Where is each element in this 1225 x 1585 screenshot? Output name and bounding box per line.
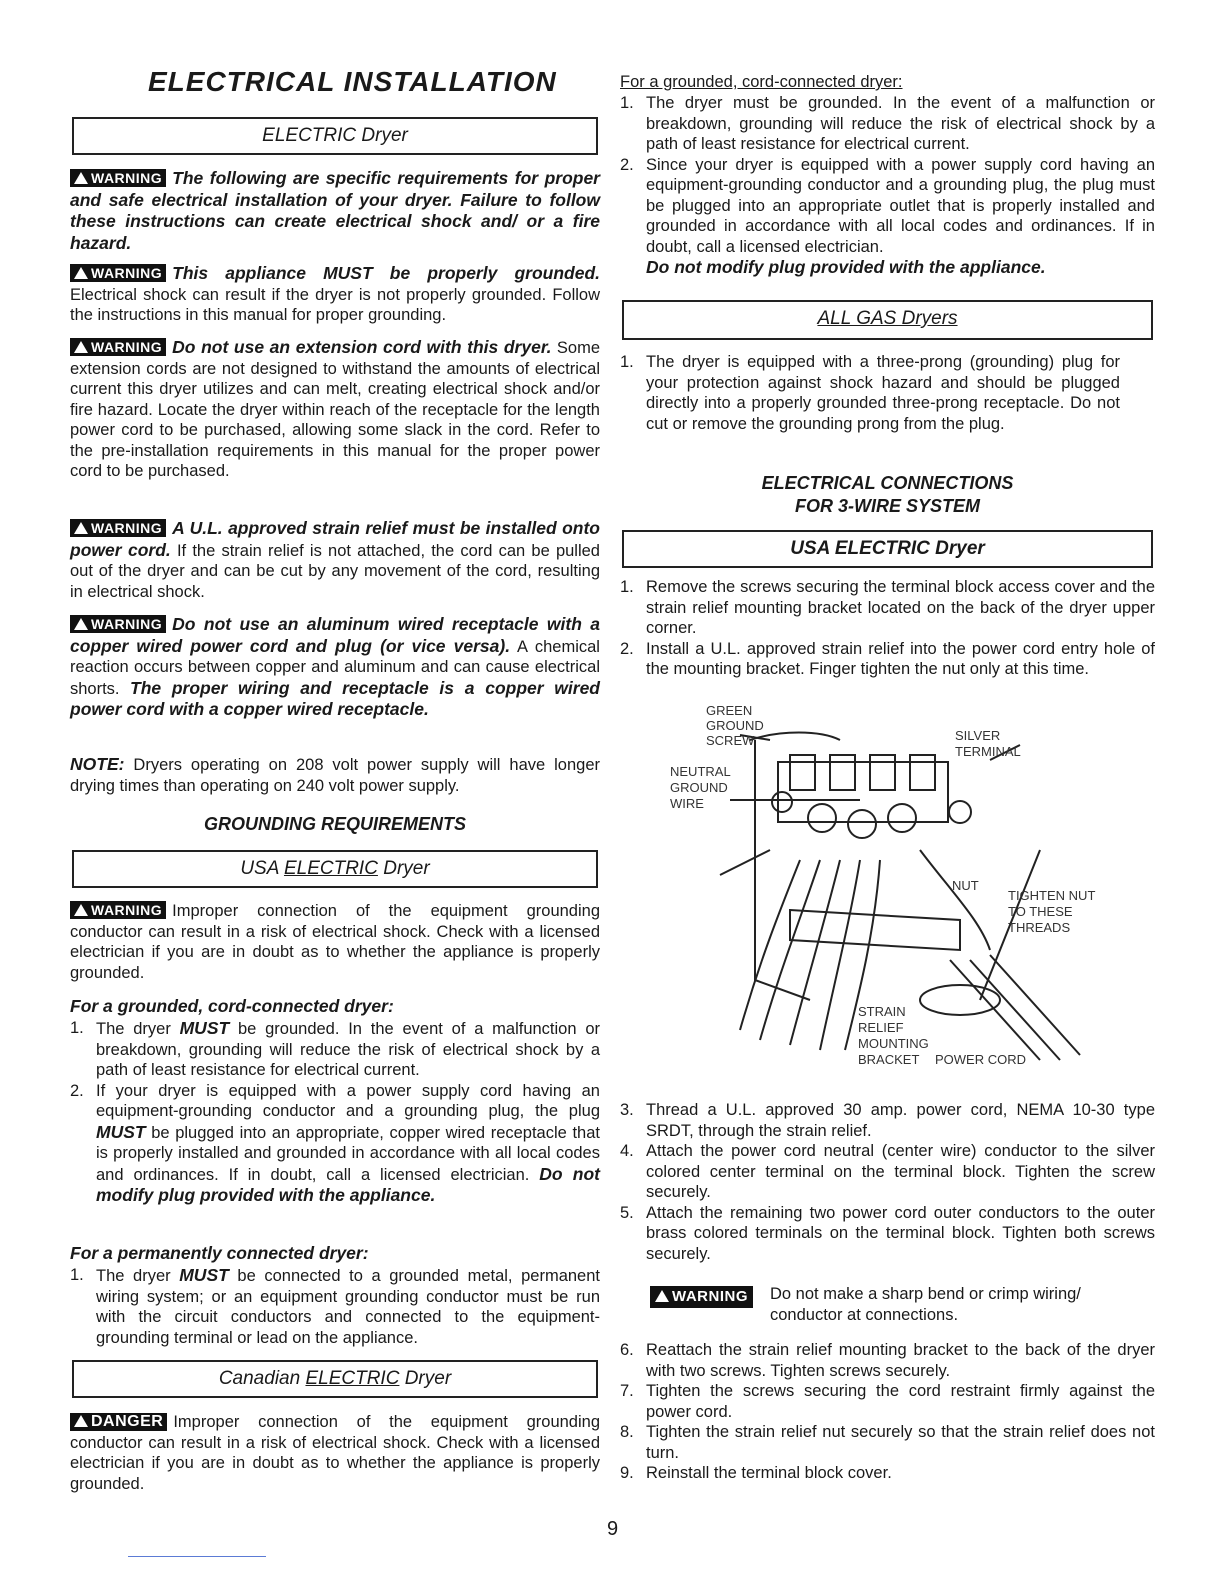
label-terminal: TERMINAL — [955, 744, 1021, 759]
connections-heading-1: ELECTRICAL CONNECTIONS — [761, 473, 1014, 493]
terminal-screw-left — [808, 804, 836, 832]
steps-list-c — [620, 1340, 1155, 1484]
cord-connected-heading-right: For a grounded, cord-connected dryer: — [620, 73, 903, 91]
label-screw: SCREW — [706, 733, 755, 748]
list-item: 7. Tighten the screws securing the cord restraint firmly against the power cord. — [620, 1382, 1155, 1421]
strain-relief-nut — [920, 985, 1000, 1015]
label-ground2: GROUND — [670, 780, 728, 795]
list-item: 4. Attach the power cord neutral (center wire) conductor to the silver colored center terminal on the terminal block. Tighten the screw securely. — [620, 1142, 1155, 1201]
list-item: 1. The dryer MUST be connected to a grounded metal, permanent wiring system; or an equipment grounding conductor must be run with the circuit conductors and connected to the equipment-grounding terminal or lead on the appliance. — [70, 1265, 600, 1347]
warning-sharp-bend-text: Do not make a sharp bend or crimp wiring/ conductor at connections. — [770, 1285, 1081, 1324]
footer-line — [128, 1556, 266, 1557]
warning-triangle-icon — [74, 172, 88, 184]
bracket-outline — [755, 740, 810, 1000]
label-power-cord: POWER CORD — [935, 1052, 1026, 1067]
danger-badge: DANGER — [70, 1413, 167, 1431]
cord-connected-list — [70, 1018, 600, 1207]
wiring-diagram — [660, 700, 1120, 1075]
section-box-electric-dryer: ELECTRIC Dryer — [72, 117, 598, 155]
list-item: 1. Remove the screws securing the terminal block access cover and the strain relief mounting bracket located on the back of the dryer upper corner. — [620, 578, 1155, 637]
section-box-usa-electric: USA ELECTRIC Dryer — [72, 850, 598, 888]
label-bracket: BRACKET — [858, 1052, 920, 1067]
warning-requirements: WARNING The following are specific requirements for proper and safe electrical installation of your dryer. Failure to follow these instructions can create electrical shock and/ or a fire hazard. — [70, 168, 600, 253]
label-tighten-2: TO THESE — [1008, 904, 1073, 919]
grounding-heading: GROUNDING REQUIREMENTS — [203, 814, 466, 834]
list-item: 2. Since your dryer is equipped with a power supply cord having an equipment-grounding conductor and a grounding plug, the plug must be plugged into an appropriate outlet that is properly installed and grounded in accordance with all local codes and ordinances. If in doubt, call a licensed electrician. Do not modify plug provided with the appliance. — [620, 155, 1155, 277]
label-green: GREEN — [706, 703, 753, 718]
steps-list-a — [620, 577, 1155, 680]
page-title: ELECTRICAL INSTALLATION — [148, 66, 557, 97]
ground-screw-icon — [772, 792, 792, 812]
label-strain: STRAIN — [858, 1004, 906, 1019]
warning-badge: WARNING — [70, 901, 166, 919]
warning-badge-large: WARNING — [650, 1286, 780, 1308]
list-item: 1. The dryer must be grounded. In the event of a malfunction or breakdown, grounding will reduce the risk of electrical shock by a path of least resistance for electrical current. — [620, 94, 1155, 153]
label-silver: SILVER — [955, 728, 1001, 743]
list-item: 2. Install a U.L. approved strain relief into the power cord entry hole of the mounting bracket. Finger tighten the nut only at this time. — [620, 639, 1155, 678]
warning-extension-cord: WARNING Do not use an extension cord with this dryer. Some extension cords are not designed to withstand the amounts of electrical current this dryer utilizes and can melt, creating electrical shock and/or fire hazard. Locate the dryer within reach of the receptacle for the length power cord to be purchased, allowing some slack in the cord. Refer to the pre-installation requirements in this manual for the proper power cord to be purchased. — [70, 337, 600, 480]
warning-triangle-icon — [655, 1290, 669, 1302]
permanent-heading: For a permanently connected dryer: — [70, 1243, 369, 1263]
list-item: 1. The dryer MUST be grounded. In the event of a malfunction or breakdown, grounding will reduce the risk of electrical shock by a path of least resistance for electrical current. — [70, 1018, 600, 1079]
warning-triangle-icon — [74, 904, 88, 916]
warning-badge: WARNING — [70, 615, 166, 633]
label-tighten-1: TIGHTEN NUT — [1008, 888, 1096, 903]
warning-triangle-icon — [74, 618, 88, 630]
section-box-all-gas: ALL GAS Dryers — [622, 300, 1153, 340]
warning-grounding-conductor: WARNING Improper connection of the equipment grounding conductor can result in a risk of electrical shock. Check with a licensed electrician if you are in doubt as to whether the appliance is properly grounded. — [70, 902, 600, 982]
warning-badge: WARNING — [70, 519, 166, 537]
label-wire: WIRE — [670, 796, 704, 811]
terminal-block — [778, 762, 948, 822]
section-box-canadian-electric: Canadian ELECTRIC Dryer — [72, 1360, 598, 1398]
list-item: 2. If your dryer is equipped with a power supply cord having an equipment-grounding conductor and a grounding plug, the plug MUST be plugged into an appropriate, copper wired receptacle that is properly installed and grounded in accordance with all local codes and ordinances. If in doubt, call a licensed electrician. Do not modify plug provided with the appliance. — [70, 1081, 600, 1205]
gas-list — [620, 352, 1120, 434]
list-item: 9. Reinstall the terminal block cover. — [620, 1464, 892, 1482]
cord-connected-list-right — [620, 93, 1155, 279]
label-mounting: MOUNTING — [858, 1036, 929, 1051]
warning-triangle-icon — [74, 341, 88, 353]
cord-clamp — [790, 910, 960, 950]
list-item: 6. Reattach the strain relief mounting bracket to the back of the dryer with two screws. Tighten screws securely. — [620, 1341, 1155, 1380]
label-neutral: NEUTRAL — [670, 764, 731, 779]
permanent-list — [70, 1265, 600, 1348]
cord-connected-heading: For a grounded, cord-connected dryer: — [70, 996, 394, 1016]
warning-strain-relief: WARNING A U.L. approved strain relief must be installed onto power cord. If the strain relief is not attached, the cord can be pulled out of the dryer and can be cut by any movement of the cord, resulting in electrical shock. — [70, 518, 600, 601]
warning-badge: WARNING — [70, 169, 166, 187]
warning-badge: WARNING — [70, 264, 166, 282]
label-ground: GROUND — [706, 718, 764, 733]
list-item: 3. Thread a U.L. approved 30 amp. power cord, NEMA 10-30 type SRDT, through the strain relief. — [620, 1101, 1155, 1140]
warning-triangle-icon — [74, 267, 88, 279]
list-item: 5. Attach the remaining two power cord outer conductors to the outer brass colored terminals on the terminal block. Tighten both screws securely. — [620, 1203, 1155, 1263]
danger-triangle-icon — [74, 1415, 88, 1427]
connections-heading-2: FOR 3-WIRE SYSTEM — [794, 496, 980, 516]
section-box-usa-electric-right: USA ELECTRIC Dryer — [622, 530, 1153, 568]
label-tighten-3: THREADS — [1008, 920, 1071, 935]
label-relief: RELIEF — [858, 1020, 904, 1035]
note: NOTE: Dryers operating on 208 volt power supply will have longer drying times than operating on 240 volt power supply. — [70, 754, 600, 795]
page-number: 9 — [606, 1518, 619, 1540]
warning-grounded: WARNING This appliance MUST be properly grounded. Electrical shock can result if the dryer is not properly grounded. Follow the instructions in this manual for proper grounding. — [70, 263, 600, 324]
list-item: 1. The dryer is equipped with a three-prong (grounding) plug for your protection against shock hazard and should be plugged directly into a properly grounded three-prong receptacle. Do not cut or remove the grounding prong from the plug. — [620, 353, 1120, 433]
warning-aluminum: WARNING Do not use an aluminum wired receptacle with a copper wired power cord and plug (or vice versa). A chemical reaction occurs between copper and aluminum and can cause electrical shorts. The proper wiring and receptacle is a copper wired power cord with a copper wired receptacle. — [70, 614, 600, 719]
danger-grounding-conductor: DANGER Improper connection of the equipment grounding conductor can result in a risk of electrical shock. Check with a licensed electrician if you are in doubt as to whether the appliance is properly grounded. — [70, 1413, 600, 1493]
label-nut: NUT — [952, 878, 979, 893]
terminal-screw-right — [888, 804, 916, 832]
warning-triangle-icon — [74, 522, 88, 534]
warning-badge: WARNING — [70, 338, 166, 356]
steps-list-b — [620, 1100, 1155, 1264]
list-item: 8. Tighten the strain relief nut securely so that the strain relief does not turn. — [620, 1423, 1155, 1462]
terminal-screw-center — [848, 810, 876, 838]
